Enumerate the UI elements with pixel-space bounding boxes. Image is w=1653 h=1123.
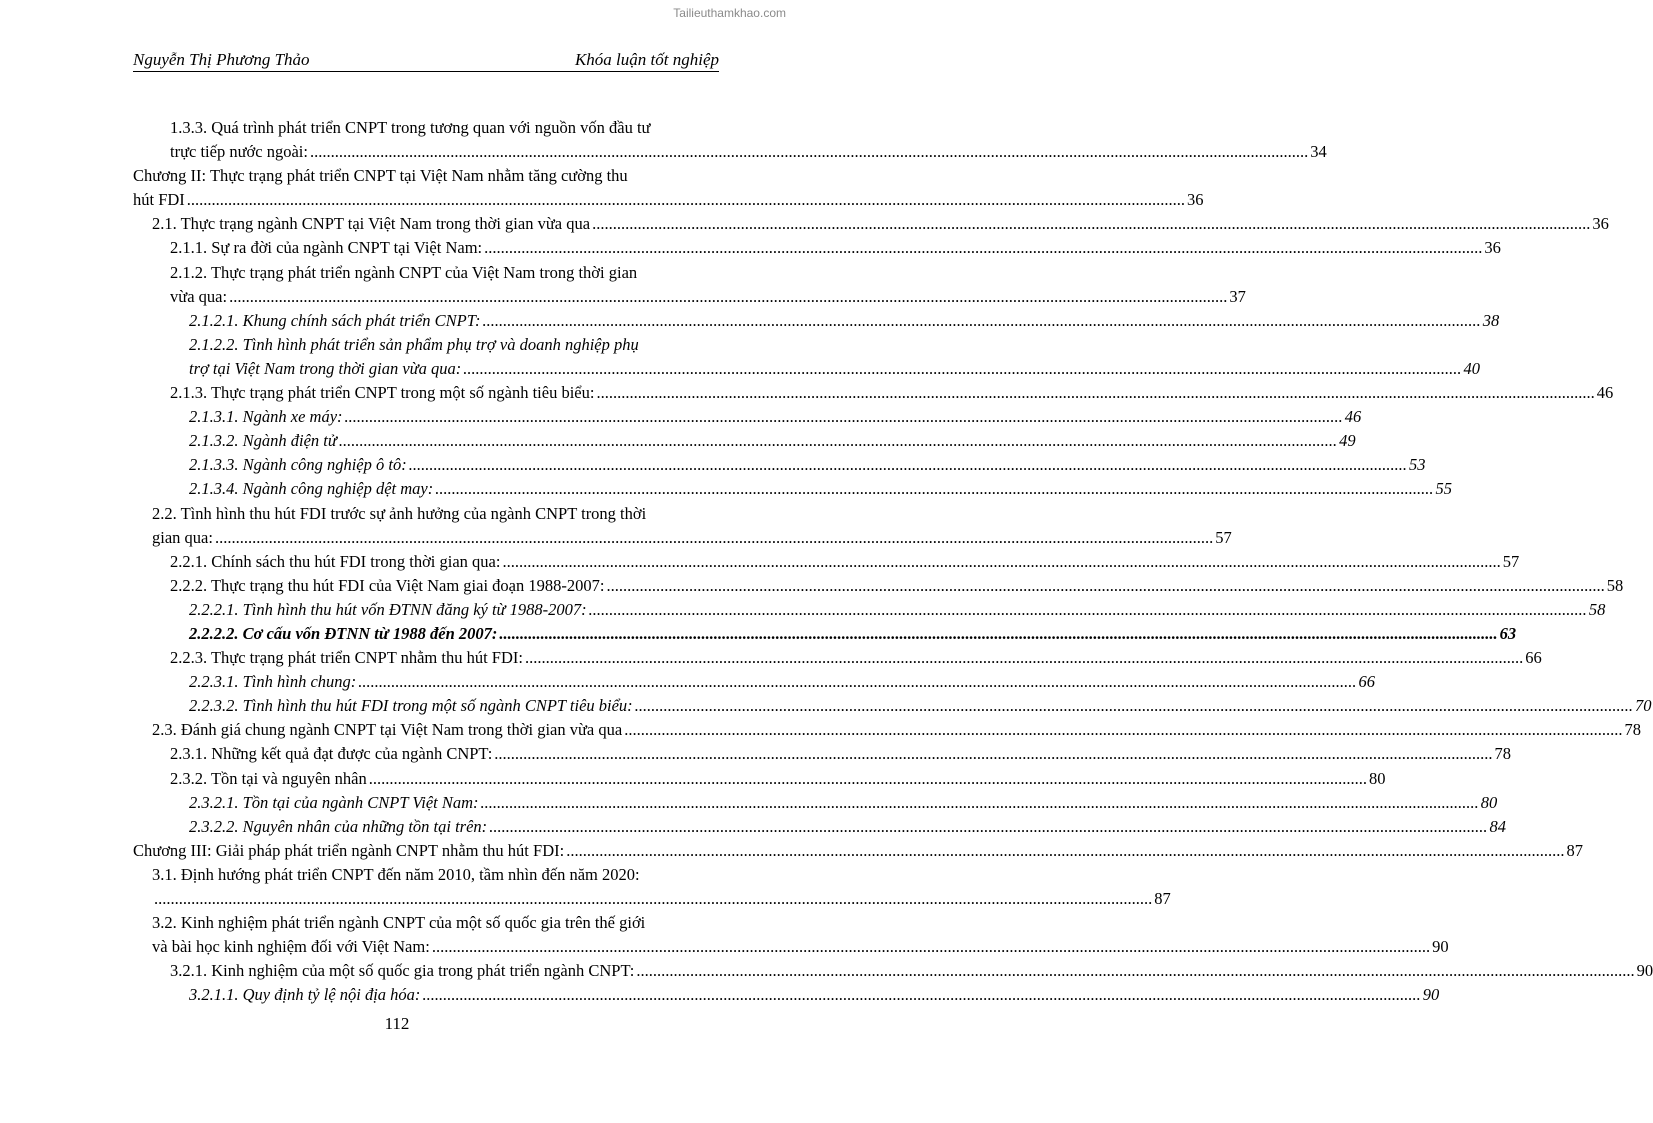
- toc-entry-page: 58: [1606, 575, 1624, 595]
- toc-entry-title-line: trợ tại Việt Nam trong thời gian vừa qua:: [189, 358, 462, 378]
- dot-leader: [345, 405, 1343, 429]
- toc-entry-page: 36: [1484, 238, 1501, 258]
- dot-leader: [339, 429, 1337, 453]
- toc-entry-page: 66: [1358, 672, 1376, 692]
- toc-entry-page: 40: [1463, 358, 1481, 378]
- toc-entry-title-line: 2.3. Đánh giá chung ngành CNPT tại Việt Nam trong thời gian vừa qua: [152, 720, 623, 740]
- toc-entry-title-line: 2.3.2. Tồn tại và nguyên nhân: [170, 768, 367, 788]
- toc-entry[interactable]: [133, 212, 1609, 236]
- dot-leader: [481, 791, 1479, 815]
- dot-leader: [596, 381, 1594, 405]
- dot-leader: [422, 983, 1420, 1007]
- toc-entry-title-line: 2.1.3. Thực trạng phát triển CNPT trong một số ngành tiêu biểu:: [170, 383, 595, 403]
- toc-entry-title-line: 2.3.2.1. Tồn tại của ngành CNPT Việt Nam:: [189, 792, 479, 812]
- dot-leader: [483, 309, 1481, 333]
- header-author: Nguyễn Thị Phương Thảo: [133, 50, 310, 69]
- toc-entry[interactable]: [133, 863, 1171, 911]
- toc-entry-page: 70: [1634, 696, 1652, 716]
- toc-entry-page: 90: [1432, 937, 1449, 957]
- toc-entry[interactable]: [133, 694, 1652, 718]
- page-number: 112: [384, 1014, 410, 1033]
- toc-entry-page: 84: [1489, 816, 1506, 836]
- toc-entry[interactable]: [133, 405, 1362, 429]
- toc-entry-page: 63: [1499, 623, 1517, 643]
- watermark: Tailieuthamkhao.com: [673, 6, 786, 20]
- toc-entry-title-line: 2.2.1. Chính sách thu hút FDI trong thời gian qua:: [170, 551, 501, 571]
- dot-leader: [358, 670, 1356, 694]
- toc-entry-title-line: hút FDI: [133, 190, 185, 210]
- toc-entry-title-line: 2.1.2. Thực trạng phát triển ngành CNPT của Việt Nam trong thời gian: [170, 262, 638, 282]
- dot-leader: [409, 453, 1407, 477]
- dot-leader: [229, 285, 1227, 309]
- toc-entry-title-line: Chương II: Thực trạng phát triển CNPT tại Việt Nam nhằm tăng cường thu: [133, 166, 628, 186]
- toc-entry-title-line: 2.1.3.4. Ngành công nghiệp dệt may:: [189, 479, 434, 499]
- dot-leader: [432, 935, 1430, 959]
- dot-leader: [435, 477, 1433, 501]
- toc-entry-page: 37: [1229, 286, 1246, 306]
- toc-entry-page: 53: [1408, 455, 1426, 475]
- toc-entry-title-line: vừa qua:: [170, 286, 228, 306]
- toc-entry-title-line: và bài học kinh nghiệm đối với Việt Nam:: [152, 937, 430, 957]
- dot-leader: [636, 959, 1634, 983]
- toc-entry-title-line: 2.2. Tình hình thu hút FDI trước sự ảnh hưởng của ngành CNPT trong thời: [152, 503, 647, 523]
- dot-leader: [187, 188, 1185, 212]
- dot-leader: [589, 598, 1587, 622]
- toc-entry-title-line: 2.1.1. Sự ra đời của ngành CNPT tại Việt Nam:: [170, 238, 483, 258]
- toc-entry[interactable]: [133, 453, 1426, 477]
- toc-entry-title-line: Chương III: Giải pháp phát triển ngành CNPT nhằm thu hút FDI:: [133, 840, 565, 860]
- dot-leader: [310, 140, 1308, 164]
- dot-leader: [463, 357, 1461, 381]
- toc-entry-page: 57: [1215, 527, 1232, 547]
- toc-entry-title-line: 2.2.2. Thực trạng thu hút FDI của Việt Nam giai đoạn 1988-2007:: [170, 575, 605, 595]
- toc-entry-title-line: 2.2.3.1. Tình hình chung:: [189, 672, 357, 692]
- dot-leader: [502, 550, 1500, 574]
- toc-entry-page: 78: [1624, 720, 1641, 740]
- toc-entry-title-line: 3.2.1. Kinh nghiệm của một số quốc gia trong phát triển ngành CNPT:: [170, 961, 635, 981]
- toc-entry[interactable]: [133, 718, 1641, 742]
- toc-entry[interactable]: [133, 261, 1246, 309]
- toc-entry-page: 90: [1422, 985, 1440, 1005]
- toc-entry-title-line: 2.2.3. Thực trạng phát triển CNPT nhằm thu hút FDI:: [170, 648, 523, 668]
- toc-entry[interactable]: [133, 574, 1624, 598]
- toc-entry[interactable]: [133, 742, 1512, 766]
- toc-entry[interactable]: [133, 598, 1606, 622]
- toc-entry-page: 87: [1154, 889, 1171, 908]
- toc-entry-title-line: gian qua:: [152, 527, 213, 547]
- toc-entry-page: 55: [1435, 479, 1453, 499]
- toc-entry-page: 36: [1187, 190, 1204, 210]
- dot-leader: [592, 212, 1590, 236]
- toc-entry-page: 38: [1482, 310, 1500, 330]
- toc-entry-page: 58: [1588, 599, 1606, 619]
- toc-entry-title-line: 2.3.2.2. Nguyên nhân của những tồn tại trên:: [189, 816, 488, 836]
- dot-leader: [499, 622, 1497, 646]
- toc-entry-page: 34: [1310, 142, 1327, 162]
- toc-entry-title-line: 2.1.2.1. Khung chính sách phát triển CNPT:: [189, 310, 481, 330]
- dot-leader: [154, 887, 1152, 911]
- toc-entry[interactable]: [133, 502, 1232, 550]
- toc-entry-title-line: 2.1.3.1. Ngành xe máy:: [189, 407, 343, 427]
- toc-entry-title-line: 2.2.3.2. Tình hình thu hút FDI trong một số ngành CNPT tiêu biểu:: [189, 696, 633, 716]
- toc-entry-page: 57: [1502, 551, 1520, 571]
- toc-entry[interactable]: [133, 477, 1453, 501]
- dot-leader: [484, 236, 1482, 260]
- toc-entry[interactable]: [133, 309, 1500, 333]
- toc-entry[interactable]: [133, 646, 1542, 670]
- toc-entry[interactable]: [133, 911, 1449, 959]
- toc-entry[interactable]: [133, 670, 1376, 694]
- page-header: [133, 50, 719, 72]
- toc-entry[interactable]: [133, 959, 1653, 983]
- dot-leader: [489, 815, 1487, 839]
- toc-entry[interactable]: [133, 767, 1386, 791]
- toc-entry-title-line: trực tiếp nước ngoài:: [170, 142, 308, 162]
- toc-entry[interactable]: [133, 550, 1520, 574]
- toc-entry-title-line: 3.2.1.1. Quy định tỷ lệ nội địa hóa:: [189, 985, 421, 1005]
- header-doc-type: Khóa luận tốt nghiệp: [574, 50, 719, 69]
- toc-entry-title-line: 2.2.2.1. Tình hình thu hút vốn ĐTNN đăng ký từ 1988-2007:: [189, 599, 587, 619]
- dot-leader: [525, 646, 1523, 670]
- toc-entry[interactable]: [133, 381, 1614, 405]
- toc-entry-title-line: 2.1.3.3. Ngành công nghiệp ô tô:: [189, 455, 407, 475]
- toc-entry[interactable]: [133, 839, 1583, 863]
- toc-entry[interactable]: [133, 164, 1204, 212]
- dot-leader: [635, 694, 1633, 718]
- toc-entry-title-line: 2.3.1. Những kết quả đạt được của ngành CNPT:: [170, 744, 493, 764]
- toc-entry-title-line: 2.1.3.2. Ngành điện tử: [189, 431, 337, 451]
- toc-entry-page: 80: [1369, 768, 1386, 788]
- toc-entry-title-line: 2.2.2.2. Cơ cấu vốn ĐTNN từ 1988 đến 2007:: [189, 623, 498, 643]
- toc-entry-page: 90: [1636, 961, 1653, 981]
- toc-entry-title-line: 2.1.2.2. Tình hình phát triển sản phẩm phụ trợ và doanh nghiệp phụ: [189, 334, 639, 354]
- toc-entry[interactable]: [133, 333, 1481, 381]
- toc-entry[interactable]: [133, 983, 1440, 1007]
- toc-entry-page: 46: [1596, 383, 1614, 403]
- toc-entry-page: 49: [1339, 431, 1356, 451]
- toc-entry[interactable]: [133, 622, 1517, 646]
- dot-leader: [215, 526, 1213, 550]
- dot-leader: [566, 839, 1564, 863]
- toc-entry-page: 36: [1592, 214, 1609, 234]
- toc-entry-page: 87: [1566, 840, 1583, 860]
- toc-entry-title-line: 1.3.3. Quá trình phát triển CNPT trong tương quan với nguồn vốn đầu tư: [170, 118, 651, 137]
- dot-leader: [494, 742, 1492, 766]
- toc-entry-page: 46: [1344, 407, 1362, 427]
- toc-entry-page: 80: [1480, 792, 1498, 812]
- dot-leader: [624, 718, 1622, 742]
- toc-entry[interactable]: [133, 429, 1356, 453]
- toc-entry[interactable]: [133, 791, 1498, 815]
- toc-entry[interactable]: [133, 236, 1501, 260]
- dot-leader: [606, 574, 1604, 598]
- toc-entry-page: 66: [1525, 648, 1542, 668]
- toc-entry[interactable]: [133, 815, 1506, 839]
- toc-entry-title-line: 3.1. Định hướng phát triển CNPT đến năm 2010, tầm nhìn đến năm 2020:: [152, 864, 640, 884]
- toc-entry[interactable]: [133, 116, 1327, 164]
- dot-leader: [369, 767, 1367, 791]
- toc-entry-page: 78: [1494, 744, 1512, 764]
- toc-entry-title-line: 2.1. Thực trạng ngành CNPT tại Việt Nam trong thời gian vừa qua: [152, 214, 591, 234]
- toc-entry-title-line: 3.2. Kinh nghiệm phát triển ngành CNPT của một số quốc gia trên thế giới: [152, 913, 646, 933]
- table-of-contents: [133, 116, 1653, 1007]
